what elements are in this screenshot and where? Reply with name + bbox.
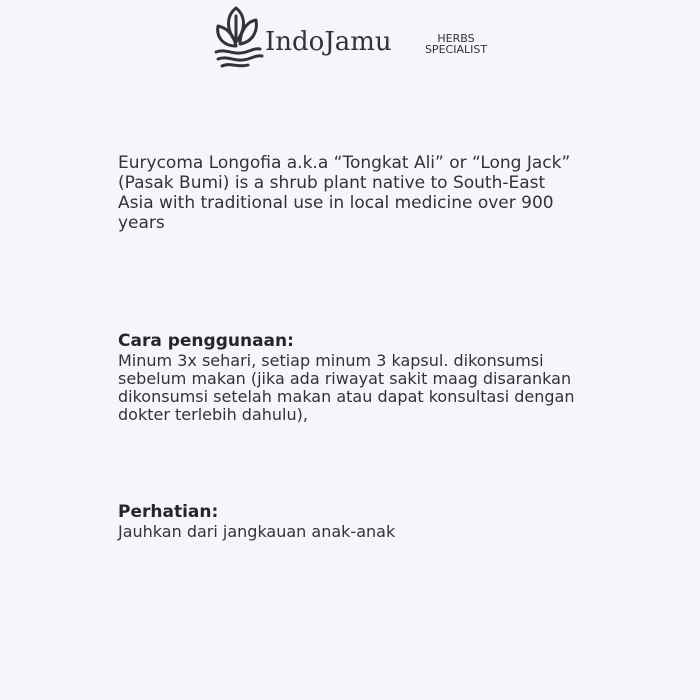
usage-section bbox=[118, 331, 578, 424]
brand-logo bbox=[210, 4, 500, 70]
brand-name: IndoJamu bbox=[265, 27, 392, 57]
usage-title: Cara penggunaan: bbox=[118, 331, 294, 351]
brand-tagline-line2: SPECIALIST bbox=[424, 43, 488, 56]
brand-tagline-line1: HERBS bbox=[437, 32, 475, 45]
warning-title: Perhatian: bbox=[118, 502, 219, 522]
brand-tagline bbox=[418, 33, 494, 55]
warning-body: Jauhkan dari jangkauan anak-anak bbox=[118, 522, 396, 541]
herb-leaf-icon bbox=[212, 4, 264, 70]
usage-body: Minum 3x sehari, setiap minum 3 kapsul. dikonsumsi sebelum makan (jika ada riwayat sakit maag disarankan dikonsumsi setelah makan atau dapat konsultasi dengan dokter terlebih dahulu), bbox=[118, 351, 575, 424]
product-description: Eurycoma Longofia a.k.a “Tongkat Ali” or “Long Jack” (Pasak Bumi) is a shrub plant native to South-East Asia with traditional use in local medicine over 900 years bbox=[118, 153, 571, 233]
warning-section bbox=[118, 502, 588, 541]
